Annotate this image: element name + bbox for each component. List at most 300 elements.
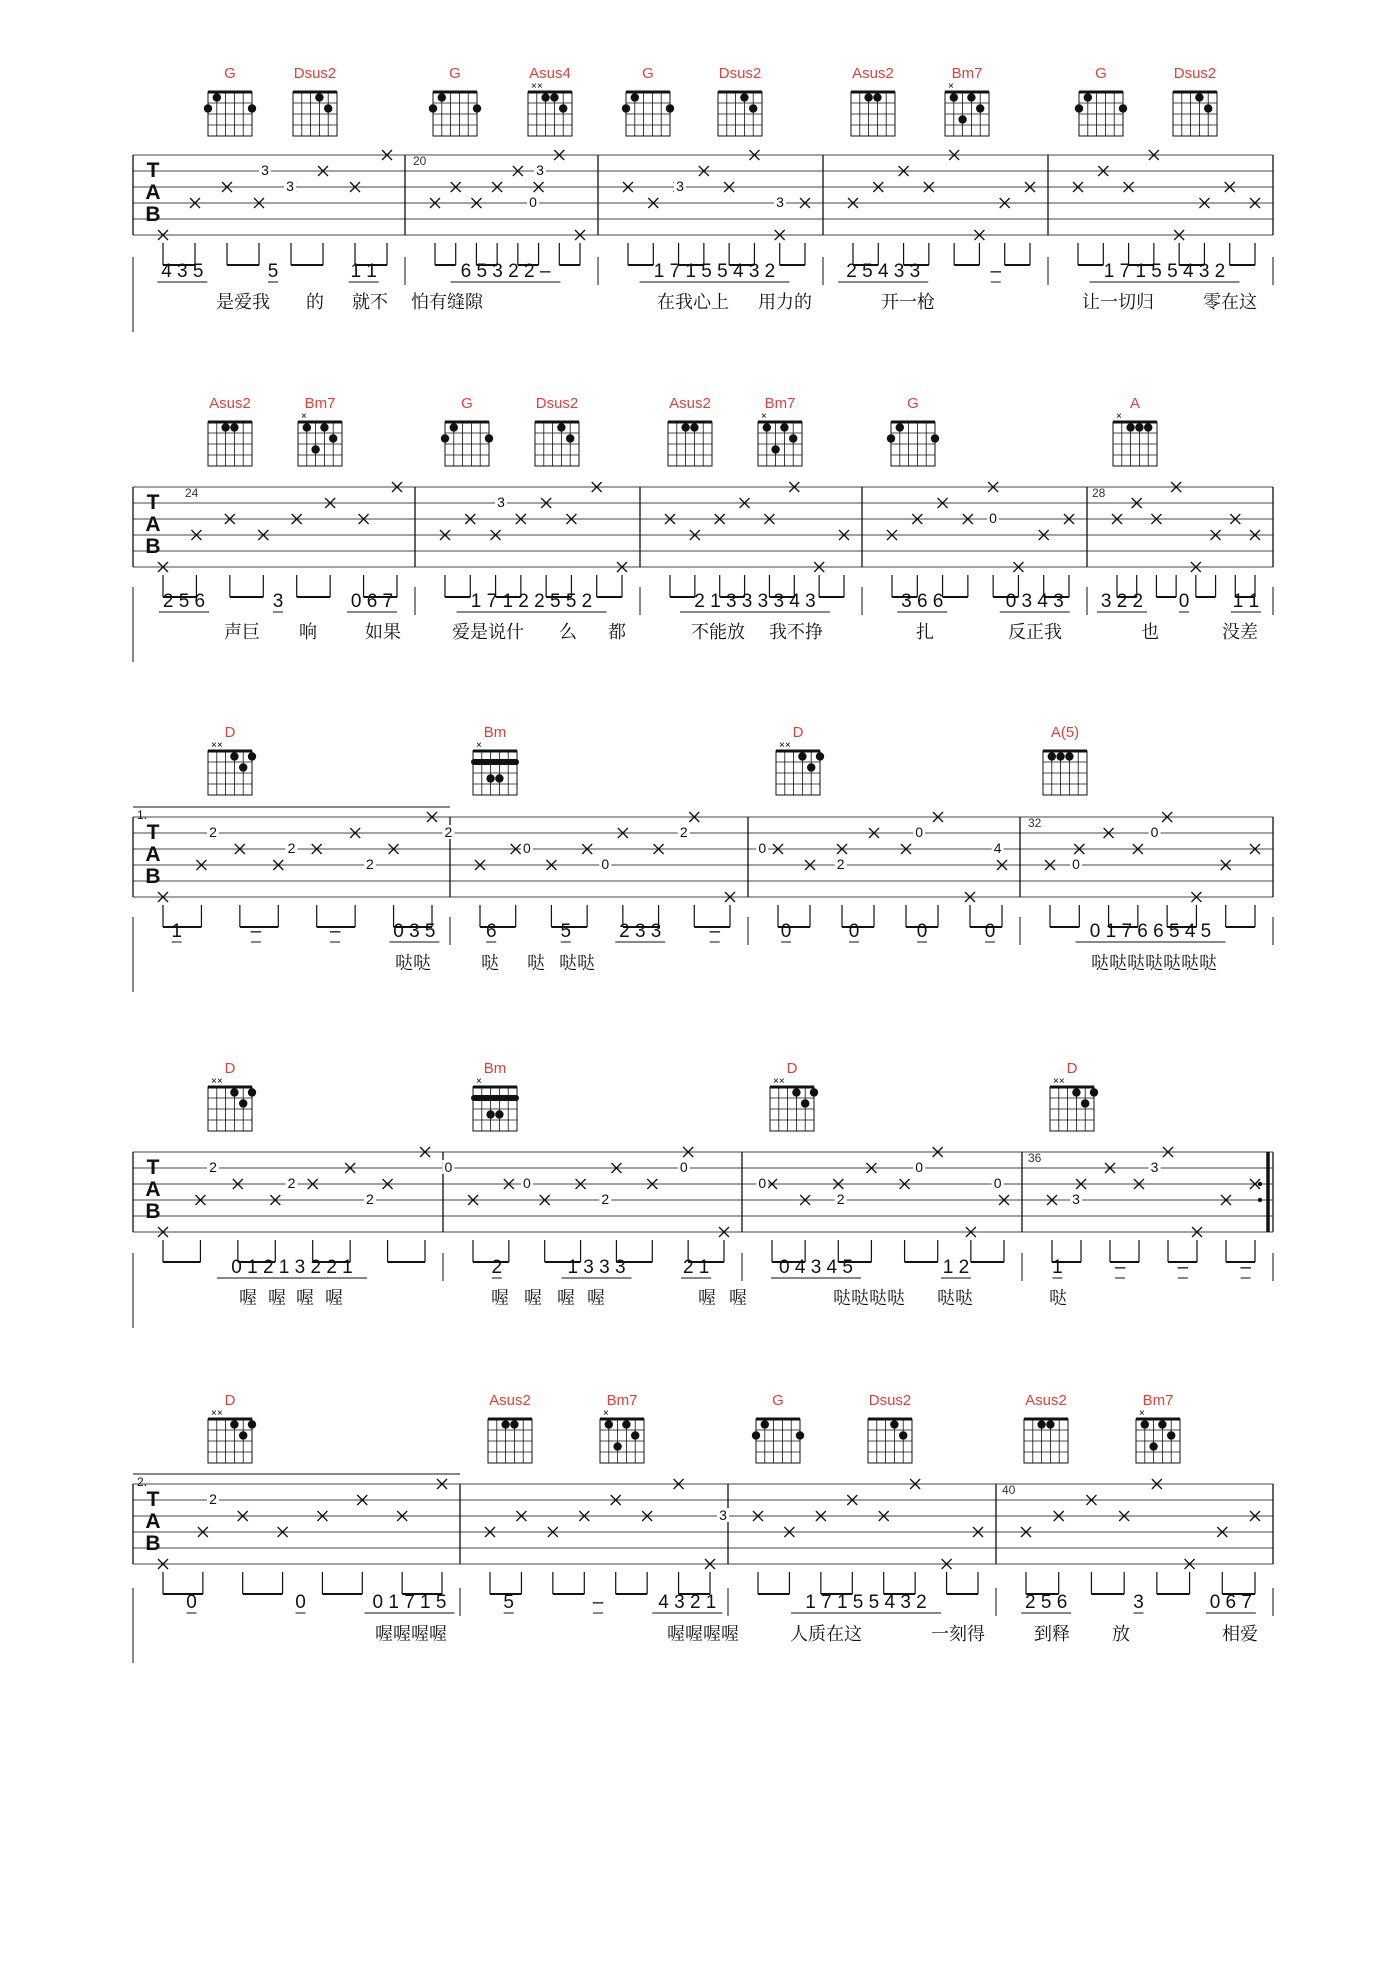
chord-mute-marks: ×× bbox=[211, 740, 223, 751]
lyric-text: 都 bbox=[608, 622, 626, 642]
fret-number: 0 bbox=[522, 840, 531, 856]
jianpu-notes: – bbox=[709, 921, 721, 942]
chord-diagram bbox=[758, 395, 802, 466]
chord-mute-marks: × bbox=[603, 1408, 609, 1419]
lyric-text: 哒 bbox=[481, 953, 499, 973]
chord-name: G bbox=[461, 395, 473, 412]
finger-dot bbox=[320, 423, 328, 431]
jianpu-notes: 1 bbox=[171, 921, 182, 942]
chord-name: G bbox=[224, 65, 236, 82]
chord-diagrams bbox=[208, 724, 1087, 795]
finger-dot bbox=[780, 423, 788, 431]
volta-label: 2. bbox=[137, 1475, 148, 1489]
jianpu-notes: 2 5 4 3 3 bbox=[846, 261, 921, 282]
chord-diagram bbox=[622, 65, 674, 136]
finger-dot bbox=[1167, 1431, 1175, 1439]
finger-dot bbox=[230, 423, 238, 431]
repeat-dot bbox=[1258, 1182, 1262, 1186]
lyrics-line bbox=[239, 1288, 1067, 1308]
finger-dot bbox=[681, 423, 689, 431]
fret-number: 3 bbox=[286, 178, 294, 194]
tab-clef: T bbox=[146, 491, 160, 514]
measure-number: 32 bbox=[1028, 816, 1042, 830]
finger-dot bbox=[550, 93, 558, 101]
chord-diagram bbox=[851, 65, 895, 136]
lyric-text: 喔 bbox=[325, 1288, 343, 1308]
chord-diagram bbox=[208, 1060, 256, 1131]
fret-number: 3 bbox=[1072, 1191, 1080, 1207]
lyric-text: 相爱 bbox=[1222, 1624, 1258, 1644]
chord-name: D bbox=[786, 1060, 798, 1077]
tab-staff bbox=[133, 150, 1273, 265]
finger-dot bbox=[816, 752, 824, 760]
finger-dot bbox=[566, 434, 574, 442]
chord-name: Asus2 bbox=[209, 395, 251, 412]
chord-mute-marks: ×× bbox=[531, 81, 543, 92]
lyric-text: 是爱我 bbox=[216, 292, 270, 312]
system-2 bbox=[133, 395, 1273, 662]
tab-notes bbox=[158, 1147, 1260, 1262]
fret-number: 0 bbox=[1072, 856, 1080, 872]
finger-dot bbox=[438, 93, 446, 101]
chord-mute-marks: ×× bbox=[1053, 1076, 1065, 1087]
tab-notes bbox=[158, 150, 1260, 265]
fret-number: 2 bbox=[366, 1191, 374, 1207]
lyric-text: 哒哒哒哒 bbox=[833, 1288, 905, 1308]
finger-dot bbox=[248, 1088, 256, 1096]
finger-dot bbox=[486, 1110, 494, 1118]
chord-diagram bbox=[752, 1392, 804, 1463]
chord-mute-marks: ×× bbox=[773, 1076, 785, 1087]
finger-dot bbox=[1046, 1420, 1054, 1428]
fret-number: 2 bbox=[209, 824, 217, 840]
chord-diagram bbox=[293, 65, 337, 136]
tab-clef: T bbox=[146, 1156, 160, 1179]
chord-diagram bbox=[668, 395, 712, 466]
finger-dot bbox=[631, 1431, 639, 1439]
chord-diagram bbox=[1050, 1060, 1098, 1131]
fret-number: 0 bbox=[529, 194, 537, 210]
jianpu-notes: – bbox=[1240, 1257, 1251, 1278]
finger-dot bbox=[690, 423, 698, 431]
fret-number: 2 bbox=[209, 1159, 217, 1175]
chord-name: G bbox=[1095, 65, 1107, 82]
jianpu-notes: 3 6 6 bbox=[901, 591, 944, 612]
chord-diagram bbox=[600, 1392, 644, 1463]
chord-diagram bbox=[1173, 65, 1217, 136]
finger-dot bbox=[1081, 1099, 1089, 1107]
finger-dot bbox=[763, 423, 771, 431]
chord-diagram bbox=[945, 65, 989, 136]
jianpu-notes: 2 5 6 bbox=[162, 591, 206, 612]
chord-diagrams bbox=[208, 1060, 1098, 1131]
jianpu-notes: 6 5 3 2 2 – bbox=[460, 261, 551, 282]
finger-dot bbox=[239, 1431, 247, 1439]
barre-mark bbox=[471, 1095, 519, 1101]
finger-dot bbox=[1065, 752, 1073, 760]
jianpu-notes: 1 3 3 3 bbox=[567, 1257, 626, 1278]
chord-mute-marks: × bbox=[761, 411, 767, 422]
chord-name: D bbox=[1066, 1060, 1078, 1077]
tab-clef: B bbox=[145, 203, 161, 226]
jianpu-notes: 0 6 7 bbox=[1209, 1592, 1252, 1613]
jianpu-notes: 0 bbox=[780, 921, 792, 942]
finger-dot bbox=[761, 1420, 769, 1428]
lyric-text: 一刻得 bbox=[931, 1624, 985, 1644]
chord-diagram bbox=[208, 724, 256, 795]
lyric-text: 爱是说什 bbox=[452, 622, 524, 642]
lyric-text: 零在这 bbox=[1203, 292, 1257, 312]
lyric-text: 如果 bbox=[365, 622, 401, 642]
finger-dot bbox=[666, 104, 674, 112]
lyric-text: 么 bbox=[559, 622, 577, 642]
fret-number: 0 bbox=[915, 1159, 924, 1175]
chord-mute-marks: ×× bbox=[779, 740, 791, 751]
tab-clef: T bbox=[146, 821, 160, 844]
fret-number: 3 bbox=[497, 494, 505, 510]
jianpu-notes: – bbox=[1114, 1257, 1126, 1278]
finger-dot bbox=[810, 1088, 818, 1096]
finger-dot bbox=[501, 1420, 509, 1428]
jianpu-notes: 1 7 1 2 2 5 5 2 bbox=[470, 591, 593, 612]
jianpu-notes: 0 1 7 1 5 bbox=[372, 1592, 447, 1613]
chord-diagram bbox=[298, 395, 342, 466]
jianpu-notes: 5 bbox=[267, 261, 279, 282]
measure-number: 36 bbox=[1028, 1151, 1042, 1165]
fret-number: 0 bbox=[915, 824, 924, 840]
finger-dot bbox=[1204, 104, 1212, 112]
chord-diagram bbox=[471, 1060, 519, 1131]
finger-dot bbox=[1072, 1088, 1080, 1096]
jianpu-notes: 3 2 2 bbox=[1100, 591, 1144, 612]
chord-diagram bbox=[776, 724, 824, 795]
finger-dot bbox=[631, 93, 639, 101]
jianpu-notes: 0 3 5 bbox=[393, 921, 436, 942]
finger-dot bbox=[1144, 423, 1152, 431]
lyrics-line bbox=[216, 292, 1257, 312]
system-5 bbox=[133, 1392, 1273, 1663]
measure-number: 24 bbox=[185, 486, 199, 500]
finger-dot bbox=[230, 752, 238, 760]
jianpu-notes: 4 3 5 bbox=[161, 261, 204, 282]
lyric-text: 哒哒 bbox=[937, 1288, 973, 1308]
lyric-text: 声巨 bbox=[224, 622, 260, 642]
jianpu-notes: – bbox=[1177, 1257, 1189, 1278]
finger-dot bbox=[315, 93, 323, 101]
jianpu-notes: 1 7 1 5 5 4 3 2 bbox=[653, 261, 776, 282]
jianpu-notes: 1 7 1 5 5 4 3 2 bbox=[1103, 261, 1226, 282]
finger-dot bbox=[899, 1431, 907, 1439]
finger-dot bbox=[510, 1420, 518, 1428]
jianpu-notes: – bbox=[990, 261, 1002, 282]
tab-clef: A bbox=[145, 1510, 161, 1533]
fret-number: 2 bbox=[287, 1175, 296, 1191]
jianpu-notes: 2 bbox=[491, 1257, 503, 1278]
lyric-text: 喔喔喔喔 bbox=[375, 1624, 447, 1644]
measure-number: 40 bbox=[1002, 1483, 1016, 1497]
finger-dot bbox=[796, 1431, 804, 1439]
repeat-dot bbox=[1258, 1198, 1262, 1202]
lyric-text: 喔 bbox=[557, 1288, 575, 1308]
jianpu-notes: – bbox=[329, 921, 341, 942]
lyric-text: 喔 bbox=[524, 1288, 542, 1308]
finger-dot bbox=[801, 1099, 809, 1107]
fret-number: 0 bbox=[601, 856, 610, 872]
jianpu-notes: 0 bbox=[916, 921, 928, 942]
lyric-text: 的 bbox=[306, 292, 324, 312]
finger-dot bbox=[495, 1110, 503, 1118]
lyrics-line bbox=[224, 622, 1258, 642]
chord-name: Bm7 bbox=[304, 395, 336, 412]
finger-dot bbox=[1056, 752, 1064, 760]
jianpu-notes: 1 7 1 5 5 4 3 2 bbox=[805, 1592, 927, 1613]
lyric-text: 放 bbox=[1112, 1624, 1130, 1644]
chord-diagrams bbox=[208, 395, 1157, 466]
fret-number: 0 bbox=[993, 1175, 1002, 1191]
jianpu-notes: – bbox=[250, 921, 262, 942]
jianpu-notes: 0 6 7 bbox=[350, 591, 394, 612]
lyric-text: 到释 bbox=[1034, 1624, 1070, 1644]
finger-dot bbox=[771, 445, 779, 453]
finger-dot bbox=[486, 774, 494, 782]
finger-dot bbox=[248, 752, 256, 760]
finger-dot bbox=[230, 1088, 238, 1096]
lyric-text: 喔 bbox=[491, 1288, 509, 1308]
tab-clef: A bbox=[145, 1178, 161, 1201]
jianpu-notes: 0 bbox=[848, 921, 860, 942]
chord-name: Asus2 bbox=[1025, 1392, 1067, 1409]
finger-dot bbox=[450, 423, 458, 431]
chord-diagram bbox=[208, 1392, 256, 1463]
lyric-text: 扎 bbox=[916, 622, 934, 642]
chord-diagram bbox=[770, 1060, 818, 1131]
tab-clef: T bbox=[146, 1488, 160, 1511]
finger-dot bbox=[1075, 104, 1083, 112]
system-4 bbox=[133, 1060, 1273, 1328]
measure-number: 28 bbox=[1092, 486, 1106, 500]
finger-dot bbox=[204, 104, 212, 112]
fret-number: 0 bbox=[758, 840, 767, 856]
lyric-text: 响 bbox=[299, 622, 317, 642]
chord-mute-marks: × bbox=[476, 740, 482, 751]
jianpu-notes: 3 bbox=[1133, 1592, 1144, 1613]
finger-dot bbox=[950, 93, 958, 101]
fret-number: 3 bbox=[676, 178, 684, 194]
lyric-text: 我不挣 bbox=[769, 622, 823, 642]
finger-dot bbox=[873, 93, 881, 101]
finger-dot bbox=[1158, 1420, 1166, 1428]
tab-clef: A bbox=[145, 513, 161, 536]
system-1 bbox=[133, 65, 1273, 332]
finger-dot bbox=[864, 93, 872, 101]
fret-number: 3 bbox=[1150, 1159, 1159, 1175]
chord-name: Bm bbox=[483, 724, 507, 741]
chord-diagrams bbox=[208, 1392, 1180, 1463]
finger-dot bbox=[1048, 752, 1056, 760]
tab-notes bbox=[158, 1479, 1260, 1594]
finger-dot bbox=[559, 104, 567, 112]
chord-mute-marks: × bbox=[1139, 1408, 1145, 1419]
chord-name: D bbox=[792, 724, 804, 741]
finger-dot bbox=[324, 104, 332, 112]
chord-name: Bm7 bbox=[1142, 1392, 1174, 1409]
finger-dot bbox=[798, 752, 806, 760]
chord-diagram bbox=[535, 395, 579, 466]
jianpu-notes: 1 bbox=[1052, 1257, 1063, 1278]
tab-staff bbox=[133, 1474, 1273, 1594]
chord-name: Bm bbox=[483, 1060, 507, 1077]
fret-number: 2 bbox=[366, 856, 374, 872]
lyric-text: 哒哒 bbox=[559, 953, 595, 973]
finger-dot bbox=[1141, 1420, 1149, 1428]
jianpu-notes: 2 1 3 3 3 3 4 3 bbox=[694, 591, 816, 612]
chord-diagram bbox=[441, 395, 493, 466]
lyrics-line bbox=[395, 953, 1217, 973]
chord-diagram bbox=[528, 65, 572, 136]
tab-notes bbox=[158, 812, 1260, 927]
fret-number: 2 bbox=[287, 840, 296, 856]
finger-dot bbox=[1090, 1088, 1098, 1096]
jianpu-notes: – bbox=[592, 1592, 604, 1613]
volta-label: 1. bbox=[137, 808, 148, 822]
finger-dot bbox=[613, 1442, 621, 1450]
tab-staff bbox=[133, 482, 1273, 597]
fret-number: 2 bbox=[601, 1191, 610, 1207]
fret-number: 0 bbox=[989, 510, 997, 526]
lyric-text: 喔 bbox=[698, 1288, 716, 1308]
jianpu-notes: 2 5 6 bbox=[1025, 1592, 1068, 1613]
jianpu-notes: 0 1 7 6 6 5 4 5 bbox=[1089, 921, 1212, 942]
jianpu-notes: 2 3 3 bbox=[619, 921, 662, 942]
chord-name: Asus2 bbox=[489, 1392, 531, 1409]
tab-clef: B bbox=[145, 865, 161, 888]
fret-number: 0 bbox=[679, 1159, 688, 1175]
fret-number: 3 bbox=[261, 162, 269, 178]
finger-dot bbox=[248, 104, 256, 112]
chord-mute-marks: × bbox=[301, 411, 307, 422]
jianpu-notes: 4 3 2 1 bbox=[658, 1592, 717, 1613]
lyric-text: 开一枪 bbox=[881, 292, 935, 312]
chord-diagram bbox=[1136, 1392, 1180, 1463]
jianpu-notes: 0 bbox=[186, 1592, 197, 1613]
finger-dot bbox=[792, 1088, 800, 1096]
lyric-text: 哒哒 bbox=[395, 953, 431, 973]
fret-number: 2 bbox=[836, 1191, 845, 1207]
chord-name: Bm7 bbox=[951, 65, 983, 82]
finger-dot bbox=[931, 434, 939, 442]
chord-diagram bbox=[429, 65, 481, 136]
finger-dot bbox=[1119, 104, 1127, 112]
lyric-text: 哒 bbox=[527, 953, 545, 973]
finger-dot bbox=[887, 434, 895, 442]
finger-dot bbox=[329, 434, 337, 442]
finger-dot bbox=[967, 93, 975, 101]
chord-mute-marks: ×× bbox=[211, 1076, 223, 1087]
finger-dot bbox=[1135, 423, 1143, 431]
chord-diagram bbox=[1113, 395, 1157, 466]
chord-name: D bbox=[224, 1060, 236, 1077]
fret-number: 0 bbox=[444, 1159, 453, 1175]
finger-dot bbox=[958, 115, 966, 123]
finger-dot bbox=[485, 434, 493, 442]
measure-number: 20 bbox=[413, 154, 427, 168]
lyric-text: 喔喔喔喔 bbox=[667, 1624, 739, 1644]
finger-dot bbox=[622, 1420, 630, 1428]
chord-diagram bbox=[718, 65, 762, 136]
chord-name: Dsus2 bbox=[293, 65, 337, 82]
tab-staff bbox=[133, 807, 1273, 927]
chord-name: G bbox=[907, 395, 919, 412]
finger-dot bbox=[1195, 93, 1203, 101]
lyric-text: 喔 bbox=[296, 1288, 314, 1308]
finger-dot bbox=[311, 445, 319, 453]
lyric-text: 不能放 bbox=[691, 622, 745, 642]
fret-number: 3 bbox=[536, 162, 544, 178]
jianpu-notes: 0 bbox=[1178, 591, 1190, 612]
jianpu-notes: 6 bbox=[485, 921, 497, 942]
fret-number: 2 bbox=[444, 824, 453, 840]
chord-diagram bbox=[1043, 724, 1087, 795]
finger-dot bbox=[473, 104, 481, 112]
chord-name: Bm7 bbox=[764, 395, 796, 412]
chord-name: Dsus2 bbox=[868, 1392, 912, 1409]
fret-number: 3 bbox=[719, 1507, 727, 1523]
tab-clef: B bbox=[145, 535, 161, 558]
chord-name: Asus2 bbox=[852, 65, 894, 82]
finger-dot bbox=[1037, 1420, 1045, 1428]
chord-diagram bbox=[1075, 65, 1127, 136]
finger-dot bbox=[230, 1420, 238, 1428]
lyric-text: 没差 bbox=[1222, 622, 1258, 642]
jianpu-notes: 0 1 2 1 3 2 2 1 bbox=[231, 1257, 353, 1278]
finger-dot bbox=[807, 763, 815, 771]
chord-name: A bbox=[1129, 395, 1141, 412]
fret-number: 0 bbox=[758, 1175, 767, 1191]
lyric-text: 让一切归 bbox=[1082, 292, 1154, 312]
finger-dot bbox=[605, 1420, 613, 1428]
chord-diagram bbox=[208, 395, 252, 466]
lyric-text: 人质在这 bbox=[790, 1624, 862, 1644]
finger-dot bbox=[248, 1420, 256, 1428]
finger-dot bbox=[495, 774, 503, 782]
finger-dot bbox=[213, 93, 221, 101]
jianpu-notes: 0 4 3 4 5 bbox=[779, 1257, 853, 1278]
finger-dot bbox=[557, 423, 565, 431]
fret-number: 4 bbox=[993, 840, 1002, 856]
tab-clef: A bbox=[145, 181, 161, 204]
jianpu-notes: 0 bbox=[295, 1592, 306, 1613]
jianpu-notes: 1 1 bbox=[1232, 591, 1260, 612]
lyric-text: 也 bbox=[1141, 622, 1159, 642]
jianpu-notes: 3 bbox=[272, 591, 284, 612]
chord-name: Bm7 bbox=[606, 1392, 638, 1409]
finger-dot bbox=[1084, 93, 1092, 101]
jianpu-notes: 5 bbox=[503, 1592, 514, 1613]
chord-diagram bbox=[488, 1392, 532, 1463]
jianpu-notes: 1 1 bbox=[350, 261, 377, 282]
lyric-text: 怕有缝隙 bbox=[411, 292, 483, 312]
finger-dot bbox=[239, 763, 247, 771]
chord-name: Dsus2 bbox=[535, 395, 579, 412]
fret-number: 3 bbox=[776, 194, 784, 210]
fret-number: 0 bbox=[522, 1175, 531, 1191]
finger-dot bbox=[622, 104, 630, 112]
tab-clef: T bbox=[146, 159, 160, 182]
tab-clef: B bbox=[145, 1532, 161, 1555]
fret-number: 2 bbox=[836, 856, 845, 872]
chord-diagram bbox=[204, 65, 256, 136]
lyrics-line bbox=[375, 1624, 1258, 1644]
